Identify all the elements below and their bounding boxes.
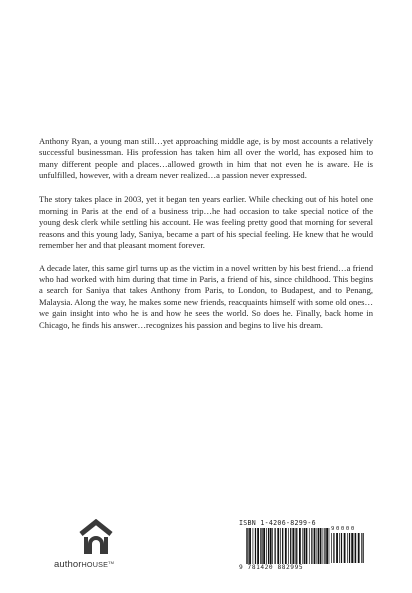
- ean-digits: 9 781420 882995: [239, 564, 304, 571]
- addon-digits: 90000: [331, 526, 356, 532]
- addon-barcode-bars: [331, 533, 365, 563]
- trademark-mark: TM: [108, 560, 115, 565]
- blurb-paragraph-3: A decade later, this same girl turns up as the victim in a novel written by his best friend…a friend who had worked with him during that time in Paris, a friend of his, since childhood. This begins a search for Saniya that takes Anthony from Paris, to London, to Budapest, and to Penang, Malaysia. Along the way, he makes some new friends, reacquaints himself with some old ones… we gain insight into who he is and how he sees the world. So does he. Finally, back home in Chicago, he finds his answer…recognizes his passion and begins to live his dream.: [39, 262, 373, 330]
- publisher-name: [54, 559, 114, 570]
- publisher-logo: [52, 519, 142, 579]
- publisher-name-part2: HOUSE: [81, 560, 109, 569]
- blurb-paragraph-2: The story takes place in 2003, yet it began ten years earlier. While checking out of his hotel one morning in Paris at the end of a business trip…he had occasion to take special notice of the young desk clerk while settling his account. He was feeling pretty good that morning for several reasons and this young lady, Saniya, became a part of his special feeling. He knew that he would remember her and that pleasant moment forever.: [39, 194, 373, 251]
- barcode: [235, 519, 371, 571]
- blurb: [39, 136, 373, 344]
- isbn-text: ISBN 1-4206-8299-6: [239, 519, 316, 527]
- blurb-paragraph-1: Anthony Ryan, a young man still…yet approaching middle age, is by most accounts a relatively successful businessman. His profession has taken him all over the world, has exposed him to many different people and places…allowed growth in him that not even he is aware. He is unfulfilled, however, with a dream never realized…a passion never expressed.: [39, 136, 373, 181]
- ean-barcode-bars: [246, 528, 330, 564]
- publisher-name-part1: author: [54, 559, 82, 570]
- house-arch-icon: [77, 519, 115, 557]
